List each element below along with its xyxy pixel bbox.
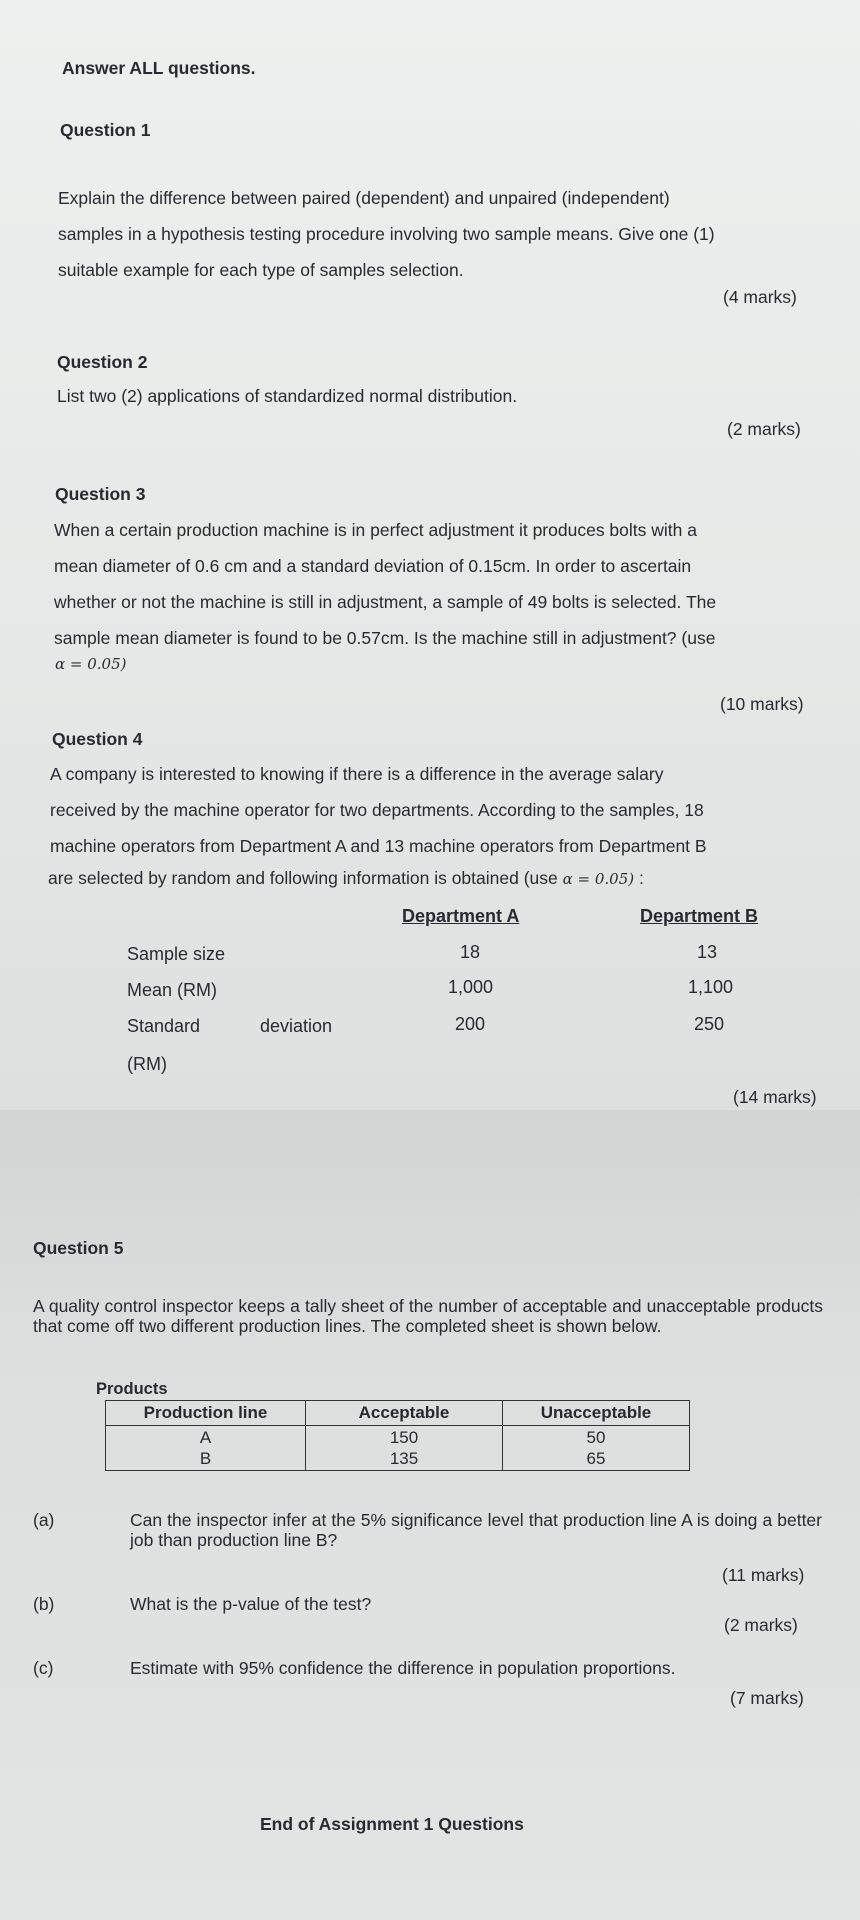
q4-line-1: A company is interested to knowing if there is a difference in the average salary: [50, 764, 664, 784]
q2-marks: (2 marks): [727, 419, 801, 439]
q1-heading: Question 1: [60, 120, 151, 140]
q1-marks: (4 marks): [723, 287, 797, 307]
q4-body: [50, 756, 825, 864]
q4-mean-a: 1,000: [448, 977, 494, 997]
q4-mean-b: 1,100: [688, 977, 734, 997]
q5-table-title: Products: [96, 1380, 168, 1398]
q5b-marks: (2 marks): [724, 1615, 798, 1635]
cell-lines: [106, 1426, 306, 1471]
q4-line-4: [48, 868, 644, 889]
q3-body: [54, 512, 816, 656]
q4-row-label-sd-1: Standard: [127, 1016, 201, 1036]
q4-sd-a: 200: [455, 1014, 486, 1034]
q5b-label: (b): [33, 1594, 55, 1614]
q5c-text: Estimate with 95% confidence the difference in population proportions.: [130, 1658, 676, 1678]
q4-line-3: machine operators from Department A and 13 machine operators from Department B: [50, 836, 707, 856]
q4-row-label-sample-size: Sample size: [127, 944, 226, 964]
q4-row-label-mean: Mean (RM): [127, 980, 218, 1000]
cell-line-b: B: [199, 1449, 212, 1468]
table-row: [106, 1426, 690, 1471]
q4-alpha: α = 0.05): [562, 870, 635, 888]
q1-line-2: samples in a hypothesis testing procedure involving two sample means. Give one (1): [58, 224, 715, 244]
header-unacceptable: Unacceptable: [503, 1401, 690, 1426]
products-table: [105, 1400, 690, 1471]
header-production-line: Production line: [106, 1401, 306, 1426]
q3-line-4: sample mean diameter is found to be 0.57cm. Is the machine still in adjustment? (use: [54, 628, 716, 648]
q1-body: [58, 180, 808, 288]
q2-heading: Question 2: [57, 352, 148, 372]
header-acceptable: Acceptable: [306, 1401, 503, 1426]
q1-line-1: Explain the difference between paired (dependent) and unpaired (independent): [58, 188, 670, 208]
q4-row-label-sd-2: deviation: [260, 1016, 333, 1036]
cell-line-a: A: [199, 1428, 212, 1447]
cell-acc-a: 150: [389, 1428, 419, 1447]
instructions: Answer ALL questions.: [62, 58, 256, 78]
q3-heading: Question 3: [55, 484, 146, 504]
cell-unacceptable: [503, 1426, 690, 1471]
q4-sample-size-b: 13: [697, 942, 718, 962]
q4-heading: Question 4: [52, 729, 143, 749]
cell-acceptable: [306, 1426, 503, 1471]
q5c-marks: (7 marks): [730, 1688, 804, 1708]
q5b-text: What is the p-value of the test?: [130, 1594, 372, 1614]
q4-row-label-sd-3: (RM): [127, 1054, 167, 1074]
q4-col-a-header: Department A: [402, 906, 520, 926]
q3-alpha: α = 0.05): [55, 655, 127, 673]
q4-line-4-text: are selected by random and following information is obtained (use: [48, 868, 558, 888]
footer-end-note: End of Assignment 1 Questions: [260, 1814, 524, 1834]
q4-marks: (14 marks): [733, 1087, 817, 1107]
q4-line-4-end: :: [634, 868, 644, 888]
q3-line-2: mean diameter of 0.6 cm and a standard deviation of 0.15cm. In order to ascertain: [54, 556, 692, 576]
q4-line-2: received by the machine operator for two departments. According to the samples, 18: [50, 800, 704, 820]
q2-body: List two (2) applications of standardized normal distribution.: [57, 386, 518, 406]
cell-unacc-a: 50: [586, 1428, 606, 1447]
q5-table: [105, 1400, 690, 1471]
q5-body: A quality control inspector keeps a tally sheet of the number of acceptable and unacceptable products that come off two different production lines. The completed sheet is shown below.: [33, 1296, 823, 1336]
q4-sd-b: 250: [694, 1014, 725, 1034]
q5-heading: Question 5: [33, 1238, 124, 1258]
q1-line-3: suitable example for each type of samples selection.: [58, 260, 464, 280]
q5a-marks: (11 marks): [722, 1565, 805, 1585]
q3-line-3: whether or not the machine is still in adjustment, a sample of 49 bolts is selected. The: [54, 592, 717, 612]
q5a-text: Can the inspector infer at the 5% significance level that production line A is doing a better job than production line B?: [130, 1510, 822, 1550]
q3-marks: (10 marks): [720, 694, 804, 714]
cell-acc-b: 135: [389, 1449, 419, 1468]
q5a-label: (a): [33, 1510, 55, 1530]
q4-col-b-header: Department B: [640, 906, 759, 926]
q4-sample-size-a: 18: [460, 942, 481, 962]
table-header-row: [106, 1401, 690, 1426]
q3-line-1: When a certain production machine is in perfect adjustment it produces bolts with a: [54, 520, 697, 540]
cell-unacc-b: 65: [586, 1449, 606, 1468]
q5c-label: (c): [33, 1658, 54, 1678]
